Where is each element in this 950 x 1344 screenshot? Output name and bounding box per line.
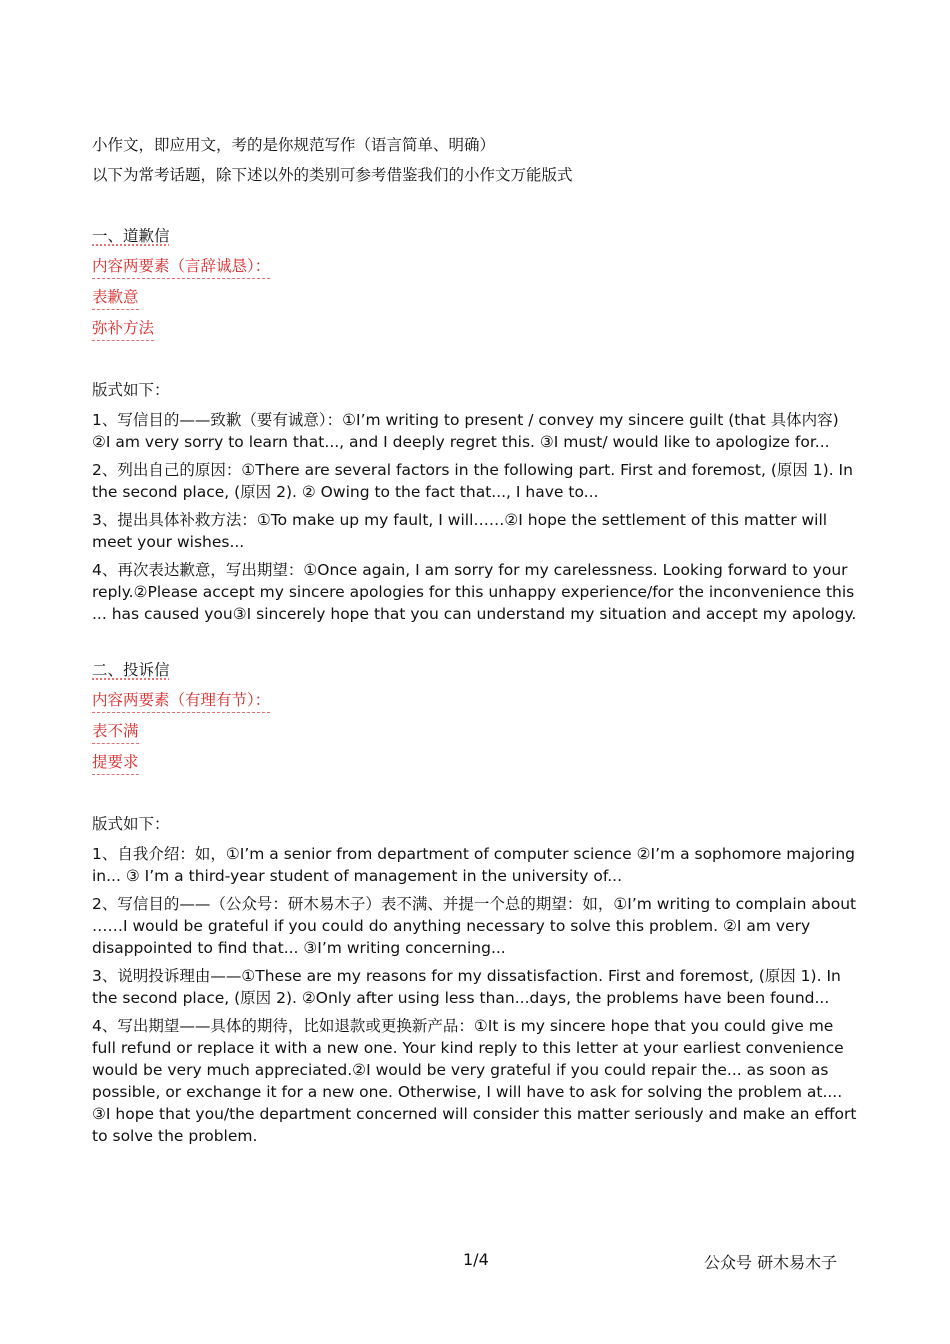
section-1-item-2: 2、列出自己的原因：①There are several factors in the following part. First and foremost, (原因 1). In the second place, (原因 2). ② Owing to the fact that..., I have to... (92, 461, 853, 501)
section-2-item-1: 1、自我介绍：如，①I’m a senior from department of computer science ②I’m a sophomore majoring in... ③ I’m a third-year student of management in the university of... (92, 845, 856, 885)
section-1-element-2: 弥补方法 (92, 316, 154, 341)
section-1-item-1: 1、写信目的——致歉（要有诚意）：①I’m writing to present / convey my sincere guilt (that 具体内容) ②I am very sorry to learn that..., and I deeply regret this. ③I must/ would like to apologize for... (92, 411, 839, 451)
document-page (92, 130, 862, 1153)
section-2-title: 二、投诉信 (92, 661, 170, 679)
page-number: 1/4 (463, 1250, 489, 1269)
section-1-item-4: 4、再次表达歉意，写出期望：①Once again, I am sorry for my carelessness. Looking forward to your reply.②Please accept my sincere apologies for this unhappy experience/for the inconvenience this ... has caused you③I sincerely hope that you can understand my situation and accept my apology. (92, 561, 857, 623)
section-2-item-4: 4、写出期望——具体的期待，比如退款或更换新产品：①It is my sincere hope that you could give me full refund or replace it with a new one. Your kind reply to this letter at your earliest convenience would be very much appreciated.②I would be very grateful if you could repair the... as soon as possible, or exchange it for a new one. Otherwise, I will have to ask for solving the problem at.... ③I hope that you/the department concerned will consider this matter seriously and make an effort to solve the problem. (92, 1017, 857, 1145)
section-1-item-3: 3、提出具体补救方法：①To make up my fault, I will……②I hope the settlement of this matter will meet your wishes... (92, 511, 828, 551)
section-1-element-1: 表歉意 (92, 285, 139, 310)
intro-line-2: 以下为常考话题，除下述以外的类别可参考借鉴我们的小作文万能版式 (92, 166, 573, 184)
section-2-format-label: 版式如下： (92, 815, 170, 833)
section-2-elements-title: 内容两要素（有理有节）： (92, 688, 270, 713)
section-1-elements-title: 内容两要素（言辞诚恳）： (92, 254, 270, 279)
section-2-item-3: 3、说明投诉理由——①These are my reasons for my dissatisfaction. First and foremost, (原因 1). In the second place, (原因 2). ②Only after using less than...days, the problems have been found... (92, 967, 841, 1007)
section-2-element-2: 提要求 (92, 750, 139, 775)
section-1-format-label: 版式如下： (92, 381, 170, 399)
footer-account: 公众号 研木易木子 (704, 1253, 838, 1272)
intro-line-1: 小作文，即应用文，考的是你规范写作（语言简单、明确） (92, 136, 496, 154)
section-2-element-1: 表不满 (92, 719, 139, 744)
section-2-item-2: 2、写信目的——（公众号：研木易木子）表不满、并提一个总的期望：如，①I’m writing to complain about ……I would be grateful if you could do anything necessary to solve this problem. ②I am very disappointed to find that... ③I’m writing concerning... (92, 895, 857, 957)
section-1-title: 一、道歉信 (92, 227, 170, 245)
